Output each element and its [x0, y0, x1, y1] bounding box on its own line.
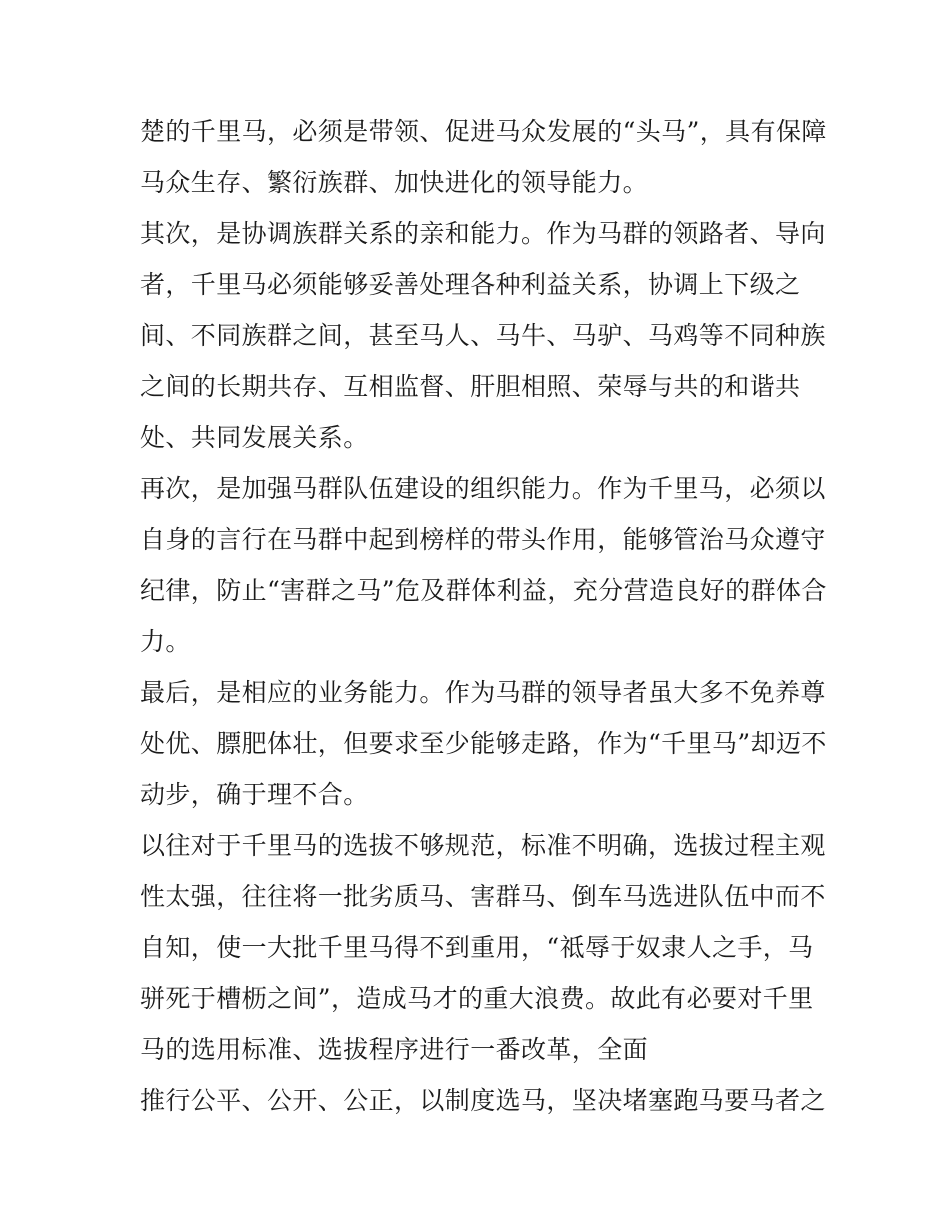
text-line: 再次，是加强马群队伍建设的组织能力。作为千里马，必须以: [140, 474, 826, 503]
text-line: 马的选用标准、选拔程序进行一番改革，全面: [140, 1035, 649, 1064]
text-line: 纪律，防止“害群之马”危及群体利益，充分营造良好的群体合: [140, 576, 827, 605]
text-line: 以往对于千里马的选拔不够规范，标准不明确，选拔过程主观: [140, 831, 826, 860]
text-line: 者，千里马必须能够妥善处理各种利益关系，协调上下级之: [140, 270, 801, 299]
text-line: 骈死于槽枥之间”，造成马才的重大浪费。故此有必要对千里: [140, 984, 814, 1013]
text-line: 楚的千里马，必须是带领、促进马众发展的“头马”，具有保障: [140, 117, 827, 146]
text-line: 推行公平、公开、公正，以制度选马，坚决堵塞跑马要马者之: [140, 1086, 826, 1115]
body-text: [140, 106, 827, 1126]
text-line: 其次，是协调族群关系的亲和能力。作为马群的领路者、导向: [140, 219, 826, 248]
text-line: 自身的言行在马群中起到榜样的带头作用，能够管治马众遵守: [140, 525, 826, 554]
text-line: 间、不同族群之间，甚至马人、马牛、马驴、马鸡等不同种族: [140, 321, 826, 350]
text-line: 动步，确于理不合。: [140, 780, 369, 809]
text-line: 处、共同发展关系。: [140, 423, 369, 452]
text-line: 马众生存、繁衍族群、加快进化的领导能力。: [140, 168, 649, 197]
text-line: 自知，使一大批千里马得不到重用，“祗辱于奴隶人之手，马: [140, 933, 814, 962]
text-line: 力。: [140, 627, 191, 656]
text-line: 最后，是相应的业务能力。作为马群的领导者虽大多不免养尊: [140, 678, 826, 707]
text-line: 性太强，往往将一批劣质马、害群马、倒车马选进队伍中而不: [140, 882, 826, 911]
text-line: 之间的长期共存、互相监督、肝胆相照、荣辱与共的和谐共: [140, 372, 801, 401]
text-line: 处优、膘肥体壮，但要求至少能够走路，作为“千里马”却迈不: [140, 729, 827, 758]
